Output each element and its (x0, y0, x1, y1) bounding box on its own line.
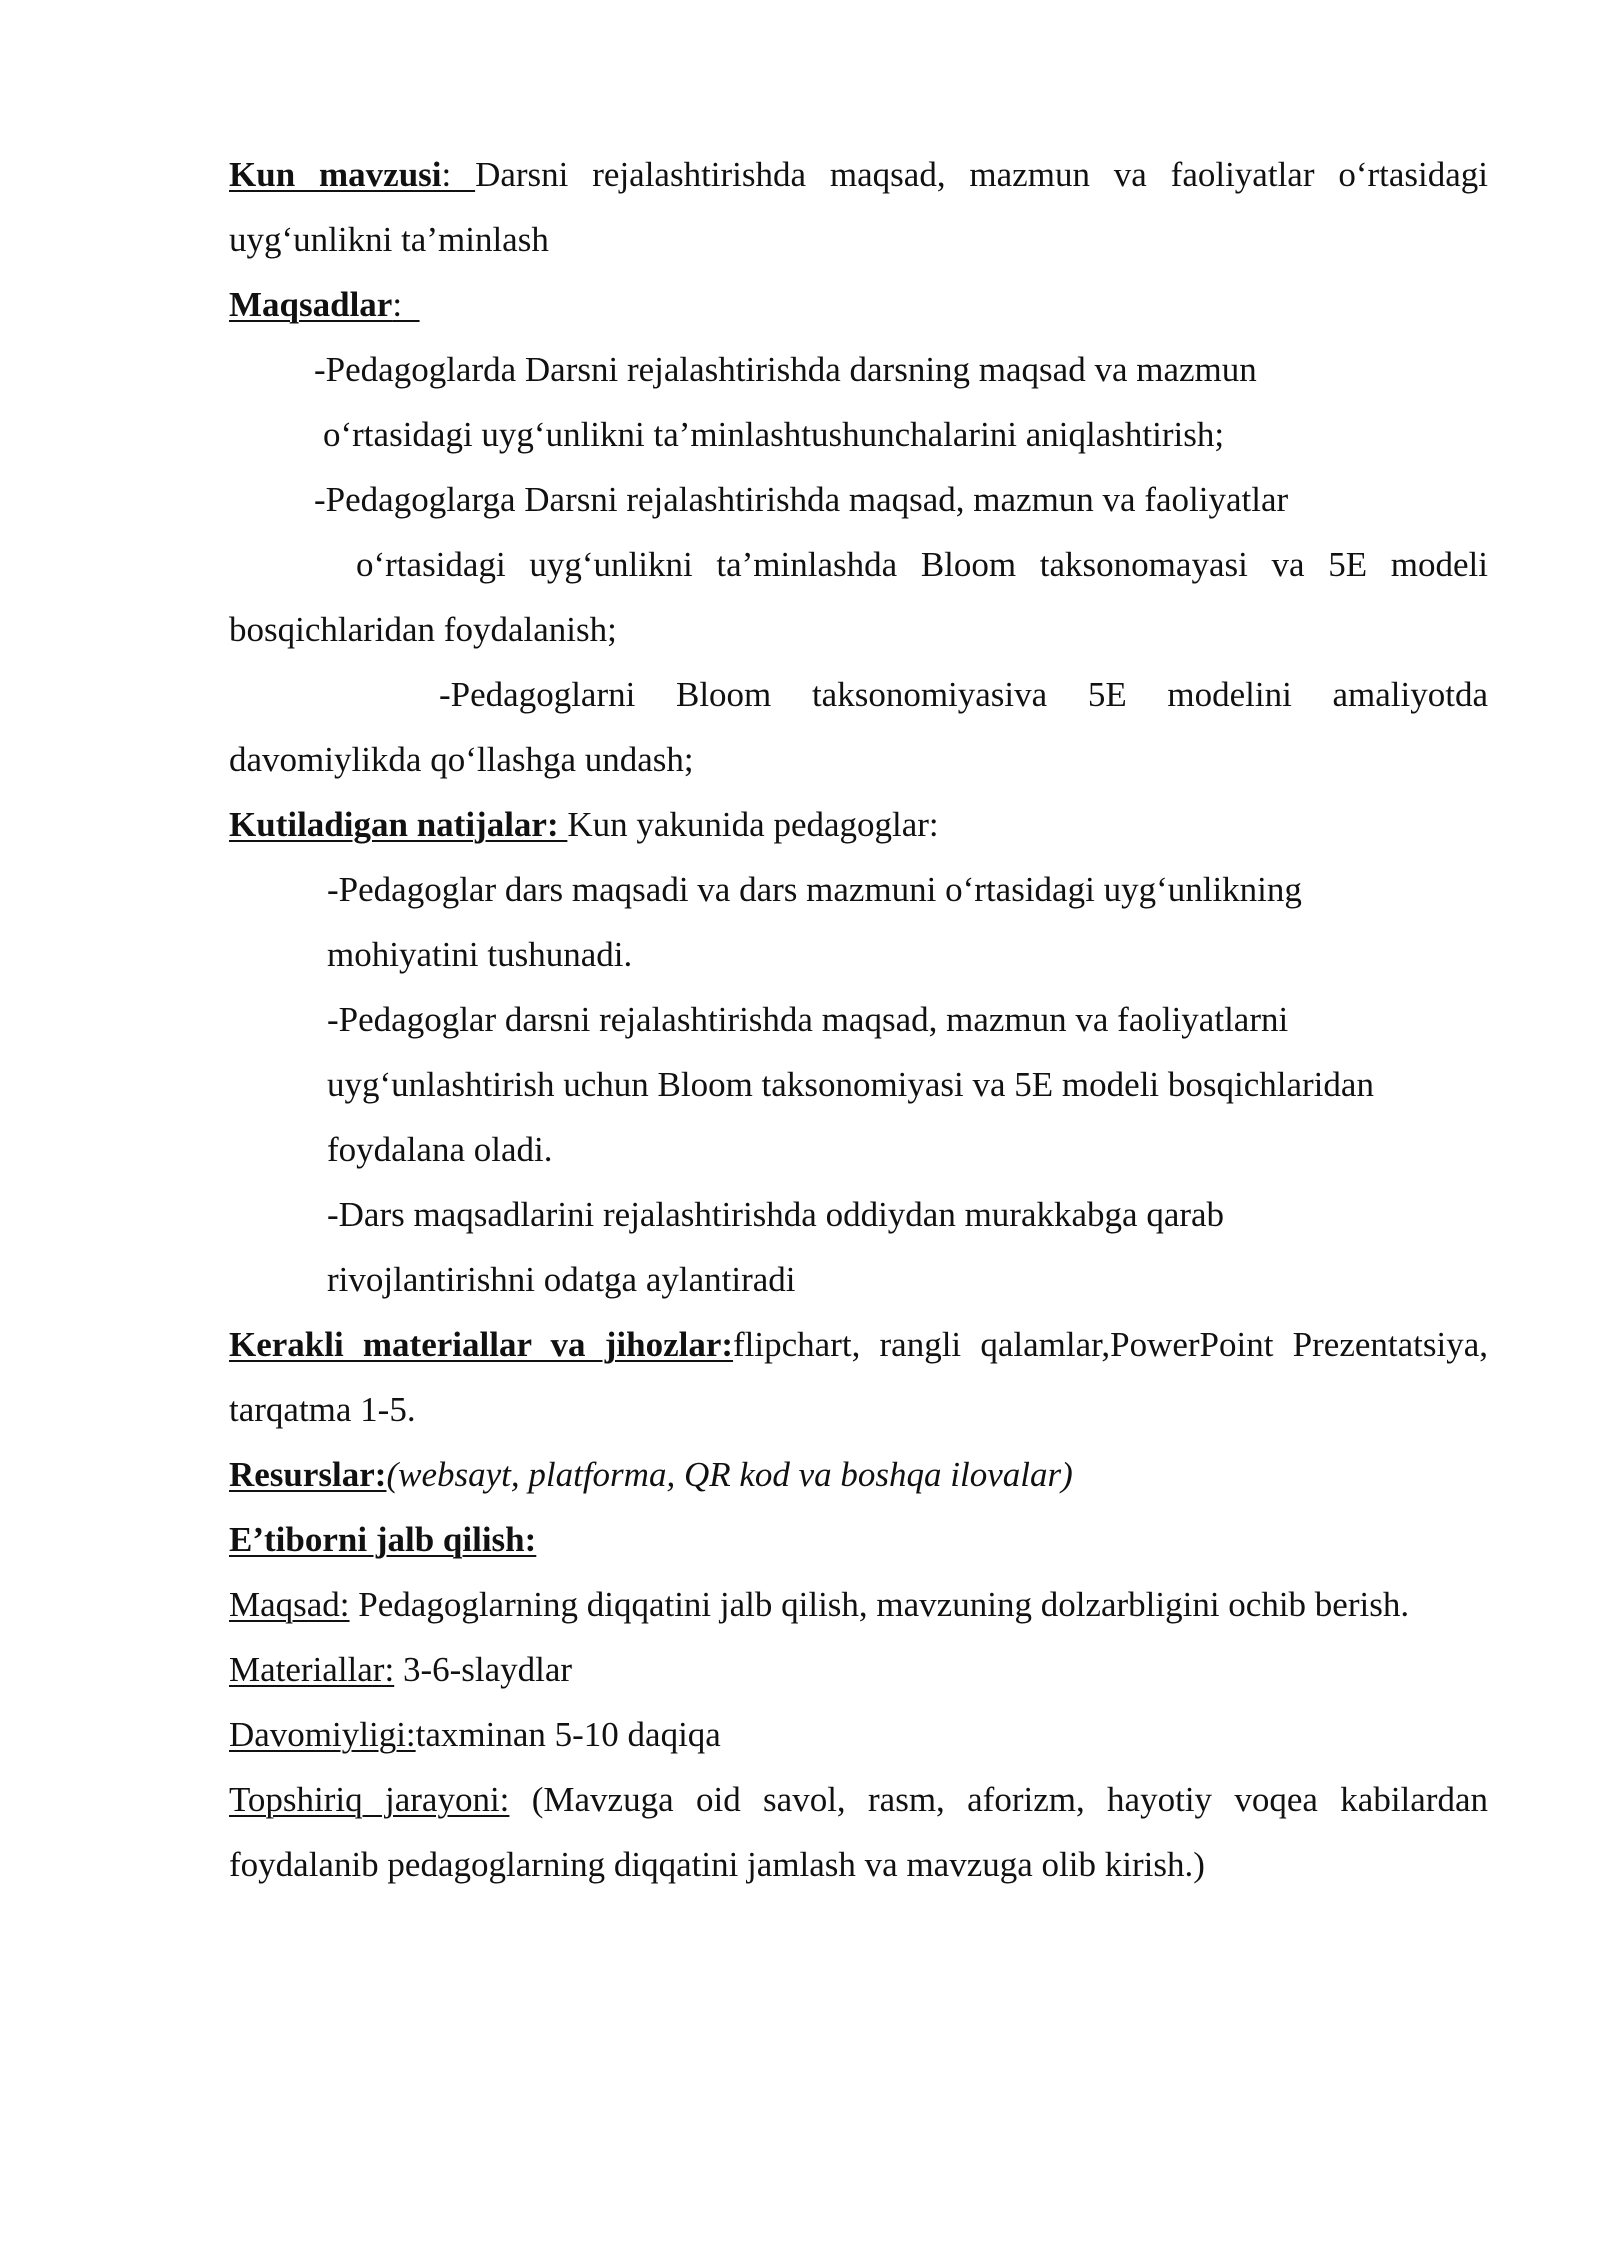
natija-item-1-line-1: -Pedagoglar dars maqsadi va dars mazmuni o‘rtasidagi uyg‘unlikning (327, 870, 1302, 909)
natija-item-1-line-2: mohiyatini tushunadi. (327, 935, 633, 974)
materiallar-slayd-label: Materiallar: (229, 1650, 395, 1689)
resurslar-text: (websayt, platforma, QR kod va boshqa ilovalar) (386, 1455, 1073, 1494)
maqsadlar-heading (229, 272, 1488, 337)
topshiriq-paragraph (229, 1767, 1488, 1897)
natijalar-heading (229, 792, 1488, 857)
kun-mavzusi-label: Kun mavzusi (229, 155, 442, 194)
resurslar-paragraph (229, 1442, 1488, 1507)
maqsad-paragraph (229, 1572, 1488, 1637)
topshiriq-text: (Mavzuga oid savol, rasm, aforizm, hayotiy voqea kabilardan foydalanib pedagoglarning diqqatini jamlash va mavzuga olib kirish.) (229, 1780, 1488, 1884)
natija-item-2-line-3: foydalana oladi. (327, 1130, 553, 1169)
kun-mavzusi-colon: : (441, 155, 476, 194)
natijalar-label: Kutiladigan natijalar: (229, 805, 568, 844)
topshiriq-label: Topshiriq jarayoni: (229, 1780, 510, 1819)
natija-item-2-line-2: uyg‘unlashtirish uchun Bloom taksonomiyasi va 5E modeli bosqichlaridan (327, 1065, 1374, 1104)
materiallar-paragraph (229, 1312, 1488, 1442)
materiallar-text: flipchart, rangli qalamlar,PowerPoint Prezentatsiya, tarqatma 1-5. (229, 1325, 1488, 1429)
materiallar-slayd-paragraph (229, 1637, 1488, 1702)
etibor-heading (229, 1507, 1488, 1572)
davomiyligi-paragraph (229, 1702, 1488, 1767)
maqsad-item-3: -Pedagoglarni Bloom taksonomiyasiva 5E modelini amaliyotda davomiylikda qo‘llashga undash; (229, 675, 1488, 779)
kun-mavzusi-paragraph (229, 142, 1488, 272)
davomiyligi-text: taxminan 5-10 daqiqa (415, 1715, 721, 1754)
document-body (229, 142, 1488, 1897)
materiallar-label: Kerakli materiallar va jihozlar: (229, 1325, 734, 1364)
etibor-label: E’tiborni jalb qilish: (229, 1520, 537, 1559)
natija-item-3-line-2: rivojlantirishni odatga aylantiradi (327, 1260, 796, 1299)
natija-item-2-line-1: -Pedagoglar darsni rejalashtirishda maqsad, mazmun va faoliyatlarni (327, 1000, 1289, 1039)
davomiyligi-label: Davomiyligi: (229, 1715, 416, 1754)
maqsad-item-1-line-2: o‘rtasidagi uyg‘unlikni ta’minlashtushunchalarini aniqlashtirish; (323, 415, 1225, 454)
maqsad-item-2-line-1: -Pedagoglarga Darsni rejalashtirishda maqsad, mazmun va faoliyatlar (314, 480, 1289, 519)
natija-item-3-line-1: -Dars maqsadlarini rejalashtirishda oddiydan murakkabga qarab (327, 1195, 1225, 1234)
maqsad-text: Pedagoglarning diqqatini jalb qilish, mavzuning dolzarbligini ochib berish. (349, 1585, 1410, 1624)
maqsadlar-label: Maqsadlar (229, 285, 393, 324)
maqsad-label: Maqsad: (229, 1585, 350, 1624)
kun-mavzusi-text: Darsni rejalashtirishda maqsad, mazmun va faoliyatlar o‘rtasidagi uyg‘unlikni ta’minlash (229, 155, 1489, 259)
resurslar-label: Resurslar: (229, 1455, 387, 1494)
natijalar-text: Kun yakunida pedagoglar: (567, 805, 939, 844)
maqsad-item-2-line-2: o‘rtasidagi uyg‘unlikni ta’minlashda Bloom taksonomayasi va 5E modeli bosqichlaridan foydalanish; (229, 545, 1488, 649)
materiallar-slayd-text: 3-6-slaydlar (394, 1650, 573, 1689)
maqsadlar-colon: : (392, 285, 420, 324)
maqsad-item-1-line-1: -Pedagoglarda Darsni rejalashtirishda darsning maqsad va mazmun (314, 350, 1257, 389)
